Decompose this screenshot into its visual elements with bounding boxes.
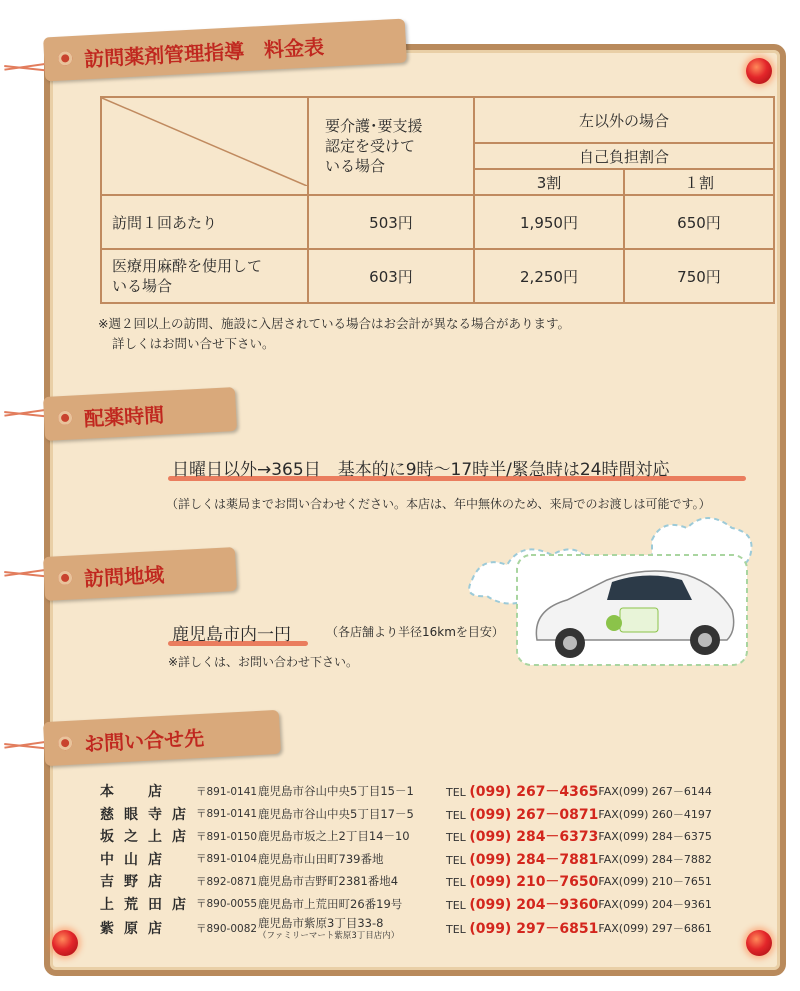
store-contact-table [100,780,712,941]
table-row [100,870,712,893]
tel-prefix: TEL [446,923,466,936]
section-title: 訪問地域 [83,562,165,591]
store-zip: 〒891-0141 [196,808,258,821]
store-fax: FAX(099) 297－6861 [598,922,712,935]
table-row [100,825,712,848]
store-address [258,915,446,941]
store-zip: 〒890-0055 [196,898,258,911]
store-zip: 〒890-0082 [196,922,258,935]
row-value: 650円 [624,195,774,249]
tel-prefix: TEL [446,853,466,867]
tag-hole-icon [58,411,73,426]
tel-number: (099) 297－6851 [469,921,599,937]
tag-hole-icon [58,51,73,66]
tel-prefix: TEL [446,898,466,912]
tel-number: (099) 267－0871 [469,806,599,823]
store-address-line: 鹿児島市谷山中央5丁目15－1 [258,784,414,799]
store-address [258,870,446,893]
header-10pct: １割 [624,169,774,195]
tel-prefix: TEL [446,831,466,845]
row-label: 訪問１回あたり [101,195,308,249]
pushpin-icon [746,930,772,956]
store-name: 上荒田店 [100,896,196,913]
area-headline: 鹿児島市内一円 [172,625,291,645]
store-tel [446,915,598,941]
section-title: お問い合せ先 [83,725,205,756]
tel-number: (099) 284－7881 [469,851,599,868]
store-tel [446,780,598,803]
store-fax: FAX(099) 260－4197 [598,807,712,821]
store-address-line: 鹿児島市坂之上2丁目14－10 [258,829,410,844]
store-address [258,780,446,803]
store-address-sub: （ファミリーマート紫原3丁目店内） [258,931,400,941]
store-fax: FAX(099) 267－6144 [598,785,712,799]
store-address-line: 鹿児島市山田町739番地 [258,851,384,866]
section-title: 訪問薬剤管理指導 料金表 [83,34,325,71]
tel-number: (099) 284－6373 [469,829,599,846]
table-row [101,195,774,249]
hours-headline: 日曜日以外→365日 基本的に9時～17時半/緊急時は24時間対応 [172,460,670,480]
store-tel [446,825,598,848]
store-name: 吉野店 [100,874,172,891]
fee-table [100,96,775,304]
store-fax: FAX(099) 284－7882 [598,852,712,866]
store-address [258,848,446,871]
table-row [100,893,712,916]
row-value: 603円 [308,249,474,303]
store-name: 坂之上店 [100,829,196,846]
row-value: 2,250円 [474,249,624,303]
tel-number: (099) 204－9360 [469,896,599,913]
store-zip: 〒891-0141 [196,785,258,798]
hours-note: （詳しくは薬局までお問い合わせください。本店は、年中無休のため、来局でのお渡しは可能です。） [166,497,711,511]
tel-prefix: TEL [446,876,466,890]
tag-hole-icon [58,736,73,751]
store-zip: 〒891-0104 [196,853,258,866]
store-fax: FAX(099) 210－7651 [598,875,712,889]
tel-prefix: TEL [446,786,466,800]
area-note: ※詳しくは、お問い合わせ下さい。 [168,655,359,669]
store-zip: 〒891-0150 [196,830,258,843]
table-row [100,803,712,826]
row-value: 503円 [308,195,474,249]
tel-number: (099) 210－7650 [469,874,599,891]
store-address-line: 鹿児島市上荒田町26番19号 [258,896,403,911]
store-name: 紫原店 [100,921,172,937]
table-row [100,915,712,941]
header-30pct: 3割 [474,169,624,195]
store-zip: 〒892-0871 [196,875,258,888]
store-address [258,893,446,916]
pushpin-icon [746,58,772,84]
table-corner-cell [101,97,308,195]
fee-note-line: ※週２回以上の訪問、施設に入居されている場合はお会計が異なる場合があります。 [98,316,570,331]
row-value: 750円 [624,249,774,303]
row-label: 医療用麻酔を使用して いる場合 [101,249,308,303]
store-name: 慈眼寺店 [100,806,196,823]
store-name: 本 店 [100,784,172,801]
store-address-line: 鹿児島市紫原3丁目33-8 [258,916,384,930]
header-certified: 要介護･要支援 認定を受けて いる場合 [308,97,474,195]
fee-note [98,314,570,354]
store-address [258,803,446,826]
section-title: 配薬時間 [83,402,165,431]
header-other: 左以外の場合 [474,97,774,143]
row-value: 1,950円 [474,195,624,249]
area-detail: （各店舗より半径16kmを目安） [326,625,504,639]
tag-hole-icon [58,571,73,586]
diagonal-line [102,98,307,186]
fee-note-line: 詳しくはお問い合せ下さい。 [112,336,275,351]
store-name: 中山店 [100,851,172,868]
table-row [101,249,774,303]
store-fax: FAX(099) 204－9361 [598,897,712,911]
store-address [258,825,446,848]
store-tel [446,893,598,916]
pushpin-icon [52,930,78,956]
store-fax: FAX(099) 284－6375 [598,830,712,844]
delivery-car-icon [462,510,762,670]
table-row [100,848,712,871]
table-row [100,780,712,803]
store-address-line: 鹿児島市吉野町2381番地4 [258,874,399,889]
header-burden: 自己負担割合 [474,143,774,169]
store-tel [446,803,598,826]
store-tel [446,848,598,871]
store-address-line: 鹿児島市谷山中央5丁目17－5 [258,806,414,821]
tel-number: (099) 267－4365 [469,784,599,801]
store-tel [446,870,598,893]
tel-prefix: TEL [446,808,466,822]
